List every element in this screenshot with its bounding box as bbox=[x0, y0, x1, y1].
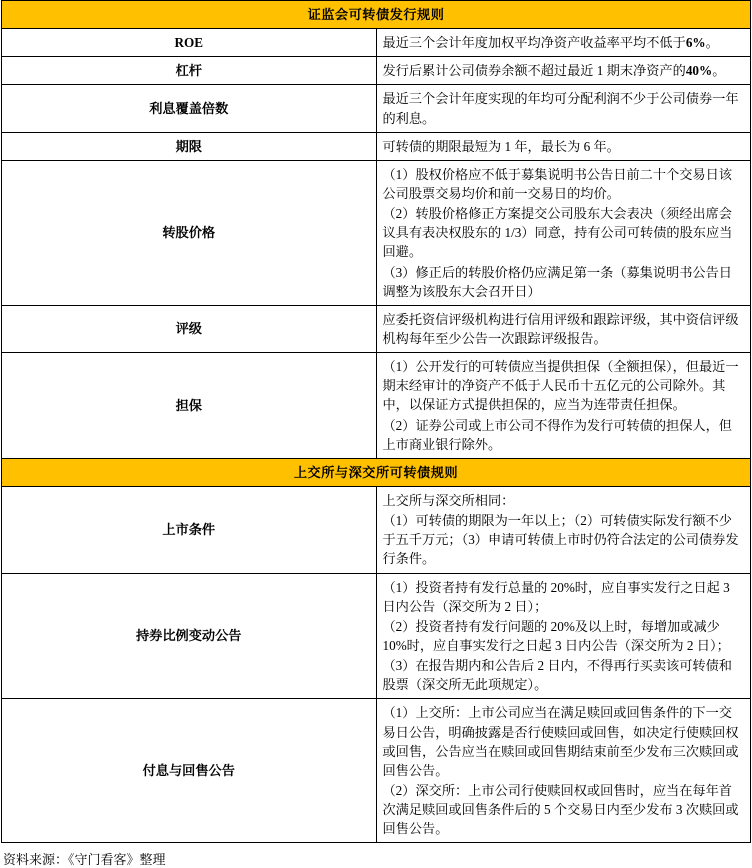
rule-text: 应委托资信评级机构进行信用评级和跟踪评级，其中资信评级机构每年至少公告一次跟踪评级报告。 bbox=[382, 311, 739, 346]
rule-text: 。 bbox=[712, 63, 726, 79]
highlight-text: 6% bbox=[685, 35, 706, 51]
rule-text: （3）修正后的转股价格仍应满足第一条（募集说明书公告日调整为该股东大会召开日） bbox=[382, 264, 732, 299]
rule-paragraph bbox=[383, 61, 745, 80]
row-label: 持券比例变动公告 bbox=[2, 573, 377, 699]
rule-text: （1）可转债的期限为一年以上；（2）可转债实际发行额不少于五千万元；（3）申请可转债上市时仍符合法定的公司债券发行条件。 bbox=[382, 513, 739, 567]
section-header-row bbox=[2, 458, 751, 486]
rule-text: 可转债的期限最短为 1 年，最长为 6 年。 bbox=[382, 138, 620, 154]
table-row bbox=[2, 305, 751, 352]
rule-text: （1）上交所：上市公司应当在满足赎回或回售条件的下一交易日公告，明确披露是否行使赎回或回售，如决定行使赎回权或回售，公告应当在赎回或回售期结束前至少发布三次赎回或回售公告。 bbox=[382, 705, 739, 778]
row-label: 转股价格 bbox=[2, 160, 377, 305]
rule-paragraph bbox=[383, 89, 745, 127]
row-content bbox=[376, 160, 751, 305]
row-label: 上市条件 bbox=[2, 486, 377, 573]
rule-paragraph bbox=[383, 781, 745, 838]
table-row bbox=[2, 486, 751, 573]
rule-paragraph bbox=[383, 204, 745, 261]
table-row bbox=[2, 85, 751, 132]
table-row bbox=[2, 29, 751, 57]
rule-text: 发行后累计公司债券余额不超过最近 1 期末净资产的 bbox=[382, 63, 686, 79]
rule-paragraph bbox=[383, 656, 745, 694]
rule-paragraph bbox=[383, 310, 745, 348]
row-content bbox=[376, 353, 751, 459]
row-content bbox=[376, 573, 751, 699]
table-row bbox=[2, 132, 751, 160]
rule-text: （1）公开发行的可转债应当提供担保（全额担保），但最近一期末经审计的净资产不低于人民币十五亿元的公司除外。其中，以保证方式提供担保的，应当为连带责任担保。 bbox=[382, 359, 739, 413]
row-content bbox=[376, 29, 751, 57]
section-title: 证监会可转债发行规则 bbox=[2, 1, 751, 29]
rule-paragraph bbox=[383, 33, 745, 52]
row-content bbox=[376, 85, 751, 132]
rule-paragraph bbox=[383, 703, 745, 780]
row-label: 杠杆 bbox=[2, 57, 377, 85]
rule-text: （2）转股价格修正方案提交公司股东大会表决（须经出席会议具有表决权股东的 1/3）同意，持有公司可转债的股东应当回避。 bbox=[382, 206, 733, 260]
rule-paragraph bbox=[383, 165, 745, 203]
source-note: 资料来源：《守门看客》整理 bbox=[3, 852, 166, 868]
rule-paragraph bbox=[383, 511, 745, 568]
rule-text: 。 bbox=[705, 35, 719, 51]
table-row bbox=[2, 160, 751, 305]
rule-text: （1）投资者持有发行总量的 20%时，应自事实发行之日起 3 日内公告（深交所为 2 日）； bbox=[382, 579, 730, 614]
highlight-text: 40% bbox=[685, 63, 713, 79]
rule-paragraph bbox=[383, 578, 745, 616]
rule-paragraph bbox=[383, 137, 745, 156]
rule-text: 上交所与深交所相同： bbox=[382, 492, 515, 508]
row-content bbox=[376, 486, 751, 573]
rule-text: （2）证券公司或上市公司不得作为发行可转债的担保人，但上市商业银行除外。 bbox=[382, 417, 732, 452]
section-header-row bbox=[2, 1, 751, 29]
rule-text: （3）在报告期内和公告后 2 日内，不得再行买卖该可转债和股票（深交所无此项规定）。 bbox=[382, 658, 732, 693]
rule-text: 最近三个会计年度加权平均净资产收益率平均不低于 bbox=[382, 35, 686, 51]
table-row bbox=[2, 57, 751, 85]
table-row bbox=[2, 353, 751, 459]
row-label: 付息与回售公告 bbox=[2, 699, 377, 843]
rule-text: 最近三个会计年度实现的年均可分配利润不少于公司债券一年的利息。 bbox=[382, 91, 739, 126]
section-title: 上交所与深交所可转债规则 bbox=[2, 458, 751, 486]
row-content bbox=[376, 132, 751, 160]
row-label: 期限 bbox=[2, 132, 377, 160]
table-row bbox=[2, 699, 751, 843]
rules-table bbox=[1, 0, 751, 843]
row-content bbox=[376, 699, 751, 843]
rule-text: （2）投资者持有发行问题的 20%及以上时，每增加或减少 10%时，应自事实发行之日起 3 日内公告（深交所为 2 日）； bbox=[382, 618, 730, 653]
rule-paragraph bbox=[383, 263, 745, 301]
rule-paragraph bbox=[383, 491, 745, 510]
rule-text: （1）股权价格应不低于募集说明书公告日前二十个交易日该公司股票交易均价和前一交易日的均价。 bbox=[382, 166, 732, 201]
row-content bbox=[376, 305, 751, 352]
row-label: 利息覆盖倍数 bbox=[2, 85, 377, 132]
row-label: 担保 bbox=[2, 353, 377, 459]
table-row bbox=[2, 573, 751, 699]
rule-paragraph bbox=[383, 617, 745, 655]
row-content bbox=[376, 57, 751, 85]
row-label: ROE bbox=[2, 29, 377, 57]
row-label: 评级 bbox=[2, 305, 377, 352]
rule-paragraph bbox=[383, 357, 745, 414]
rule-paragraph bbox=[383, 416, 745, 454]
rule-text: （2）深交所：上市公司行使赎回权或回售时，应当在每年首次满足赎回或回售条件后的 5 个交易日内至少发布 3 次赎回或回售公告。 bbox=[382, 782, 739, 837]
